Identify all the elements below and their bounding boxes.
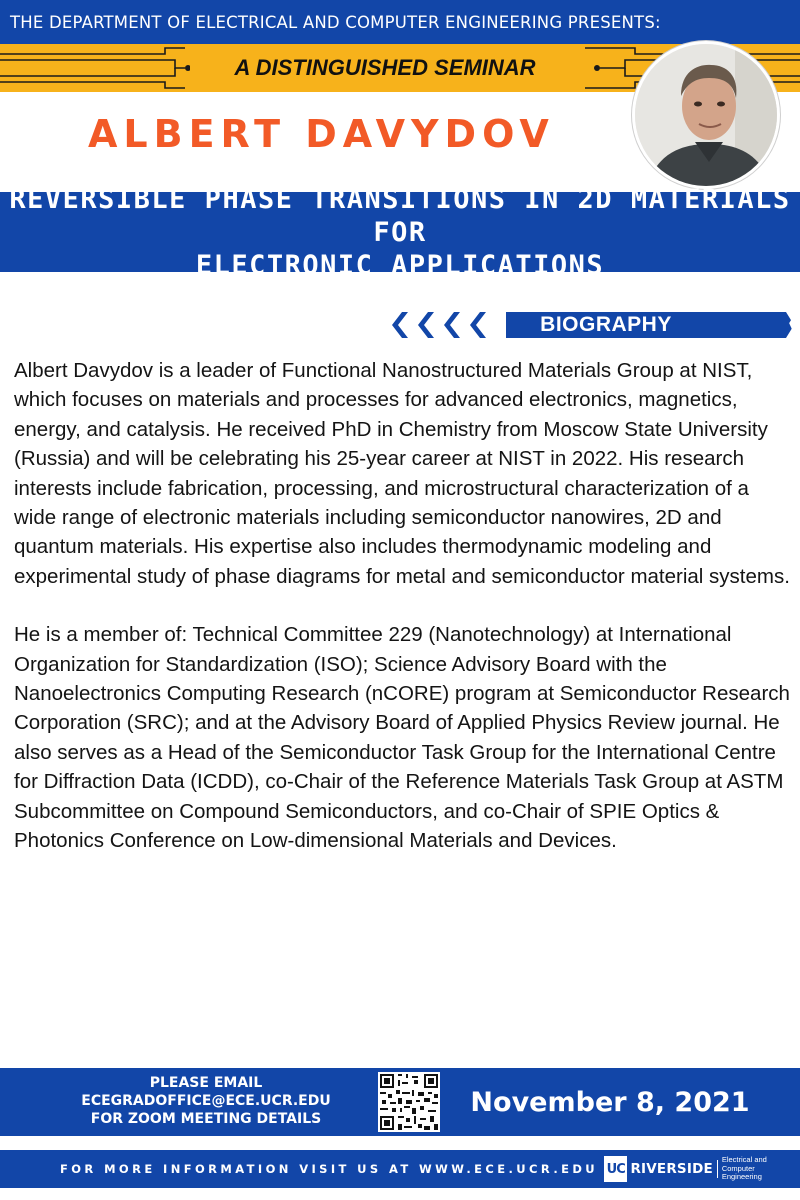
presenter-line: THE DEPARTMENT OF ELECTRICAL AND COMPUTER ENGINEERING PRESENTS: bbox=[10, 12, 661, 32]
contact-email-link[interactable]: ECEGRADOFFICE@ECE.UCR.EDU bbox=[81, 1093, 331, 1109]
qr-code-icon[interactable] bbox=[378, 1072, 440, 1132]
contact-line-3: FOR ZOOM MEETING DETAILS bbox=[90, 1111, 322, 1127]
talk-title-line-2: ELECTRONIC APPLICATIONS bbox=[195, 249, 605, 281]
zoom-contact-info bbox=[48, 1074, 364, 1128]
talk-title bbox=[0, 183, 800, 281]
contact-line-1: PLEASE EMAIL bbox=[149, 1075, 263, 1091]
uc-logo-mark: UC bbox=[604, 1156, 627, 1182]
department-logo-line-1: Electrical and Computer bbox=[721, 1155, 767, 1173]
talk-title-line-1: REVERSIBLE PHASE TRANSITIONS IN 2D MATERIALS FOR bbox=[9, 183, 791, 248]
speaker-name: ALBERT DAVYDOV bbox=[88, 112, 555, 156]
riverside-logo-text: RIVERSIDE bbox=[630, 1161, 713, 1177]
event-date: November 8, 2021 bbox=[470, 1086, 750, 1118]
department-logo-text bbox=[722, 1156, 794, 1182]
speaker-photo bbox=[632, 41, 780, 189]
biography-text bbox=[14, 356, 790, 885]
department-logo-line-2: Engineering bbox=[721, 1172, 762, 1182]
biography-paragraph-2: He is a member of: Technical Committee 229 (Nanotechnology) at International Organization for Standardization (ISO); Science Advisory Board with the Nanoelectronics Computing Research (nCORE) program at Semiconductor Research Corporation (SRC); and at the Advisory Board of Applied Physics Review journal. He also serves as a Head of the Semiconductor Task Group for the International Centre for Diffraction Data (ICDD), co-Chair of the Reference Materials Task Group at ASTM Subcommittee on Compound Semiconductors, and co-Chair of SPIE Optics & Photonics Conference on Low-dimensional Materials and Devices. bbox=[14, 623, 790, 853]
seminar-series-label: A DISTINGUISHED SEMINAR bbox=[190, 49, 580, 87]
speaker-portrait-icon bbox=[635, 44, 780, 189]
biography-heading: BIOGRAPHY bbox=[540, 313, 672, 336]
presenter-banner bbox=[0, 0, 800, 44]
logo-divider bbox=[717, 1160, 718, 1178]
biography-paragraph-1: Albert Davydov is a leader of Functional Nanostructured Materials Group at NIST, which focuses on materials and processes for advanced electronics, magnetics, energy, and catalysis. He received PhD in Chemistry from Moscow State University (Russia) and will be celebrating his 25-year career at NIST in 2022. His research interests include fabrication, processing, and microstructural characterization of a wide range of electronic materials including semiconductor nanowires, 2D and quantum materials. His expertise also includes thermodynamic modeling and experimental study of phase diagrams for metal and semiconductor material systems. bbox=[14, 359, 790, 588]
footer-info-link[interactable]: FOR MORE INFORMATION VISIT US AT WWW.ECE.UCR.EDU bbox=[60, 1162, 599, 1176]
ucr-logo bbox=[604, 1156, 794, 1182]
